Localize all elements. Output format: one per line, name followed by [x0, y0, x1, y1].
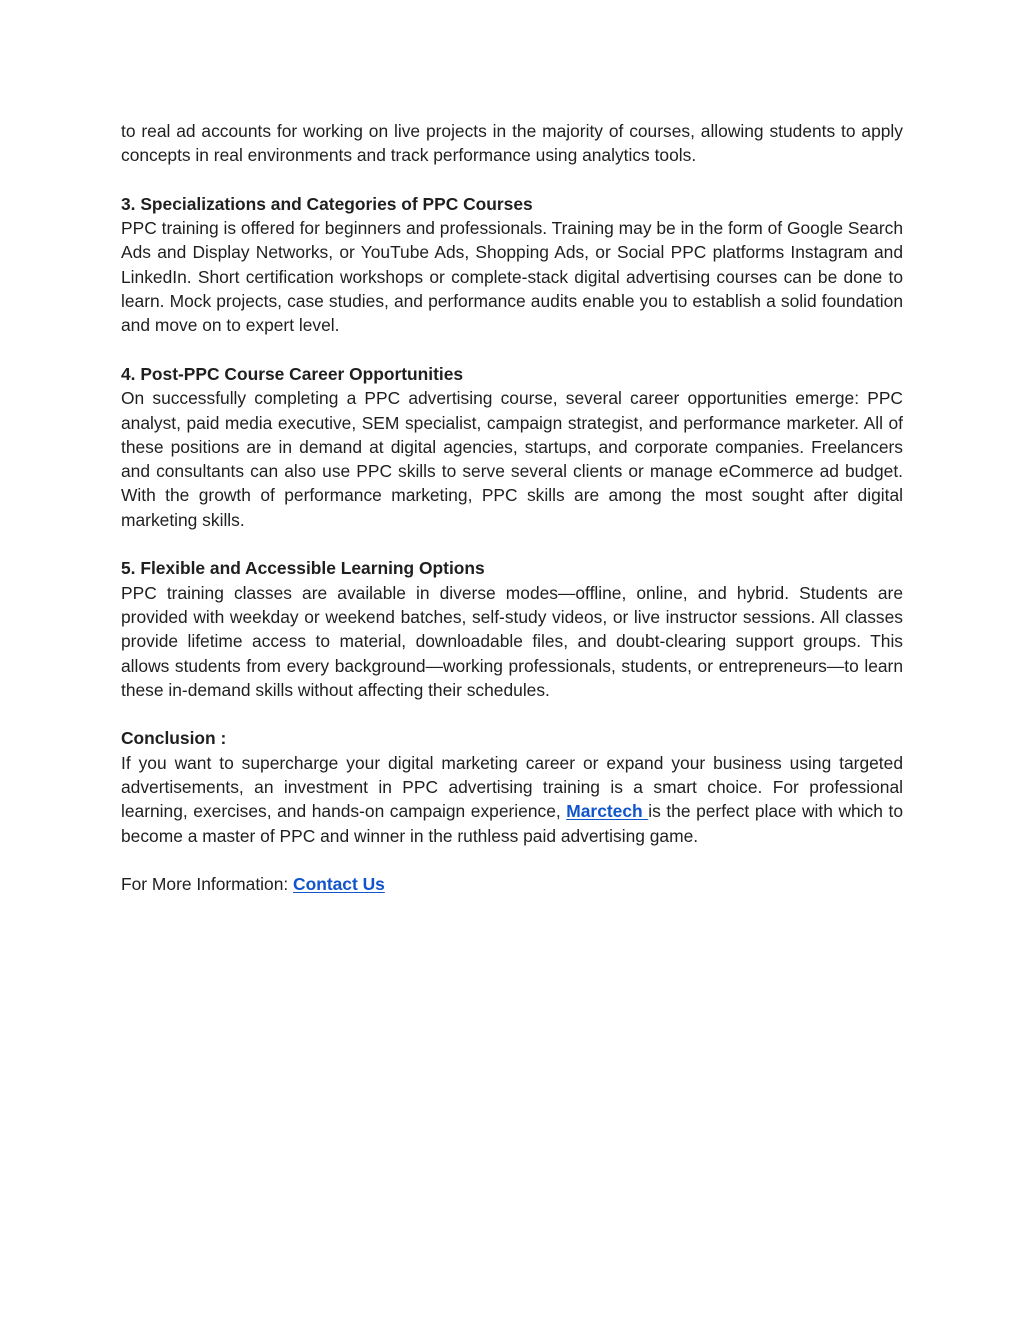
conclusion-paragraph — [121, 751, 903, 848]
intro-paragraph: to real ad accounts for working on live projects in the majority of courses, allowing students to apply concepts in real environments and track performance using analytics tools. — [121, 121, 903, 166]
spacer — [121, 532, 903, 556]
section-3-body: PPC training is offered for beginners and professionals. Training may be in the form of Google Search Ads and Display Networks, or YouTube Ads, Shopping Ads, or Social PPC platforms Instagram and LinkedIn. Short certification workshops or complete-stack digital advertising courses can be done to learn. Mock projects, case studies, and performance audits enable you to establish a solid foundation and move on to expert level. — [121, 218, 903, 336]
spacer — [121, 168, 903, 192]
section-3-heading: 3. Specializations and Categories of PPC Courses — [121, 193, 533, 214]
conclusion-heading: Conclusion : — [121, 728, 227, 749]
spacer — [121, 702, 903, 726]
spacer — [121, 848, 903, 872]
more-info-line — [121, 872, 903, 896]
more-info-label: For More Information: — [121, 874, 294, 895]
contact-us-link[interactable]: Contact Us — [293, 874, 385, 895]
section-4-body: On successfully completing a PPC advertising course, several career opportunities emerge: PPC analyst, paid media executive, SEM specialist, campaign strategist, and performance marketer. All of these positions are in demand at digital agencies, startups, and corporate companies. Freelancers and consultants can also use PPC skills to serve several clients or manage eCommerce ad budget. With the growth of performance marketing, PPC skills are among the most sought after digital marketing skills. — [121, 388, 903, 530]
conclusion-text-after-link: is the perfect place with which to become a master of PPC and winner in the ruthless paid advertising game. — [121, 801, 903, 846]
spacer — [121, 338, 903, 362]
conclusion-text-before-link: If you want to supercharge your digital marketing career or expand your business using targeted advertisements, an investment in PPC advertising training is a smart choice. For professional learning, exercises, and hands-on campaign experience, — [121, 752, 903, 822]
section-5-body: PPC training classes are available in diverse modes—offline, online, and hybrid. Students are provided with weekday or weekend batches, self-study videos, or live instructor sessions. All classes provide lifetime access to material, downloadable files, and doubt-clearing support groups. This allows students from every background—working professionals, students, or entrepreneurs—to learn these in-demand skills without affecting their schedules. — [121, 582, 903, 700]
section-4-heading: 4. Post-PPC Course Career Opportunities — [121, 363, 464, 384]
marctech-link[interactable]: Marctech — [566, 801, 649, 822]
section-5-heading: 5. Flexible and Accessible Learning Options — [121, 558, 485, 579]
document-page — [121, 119, 903, 897]
